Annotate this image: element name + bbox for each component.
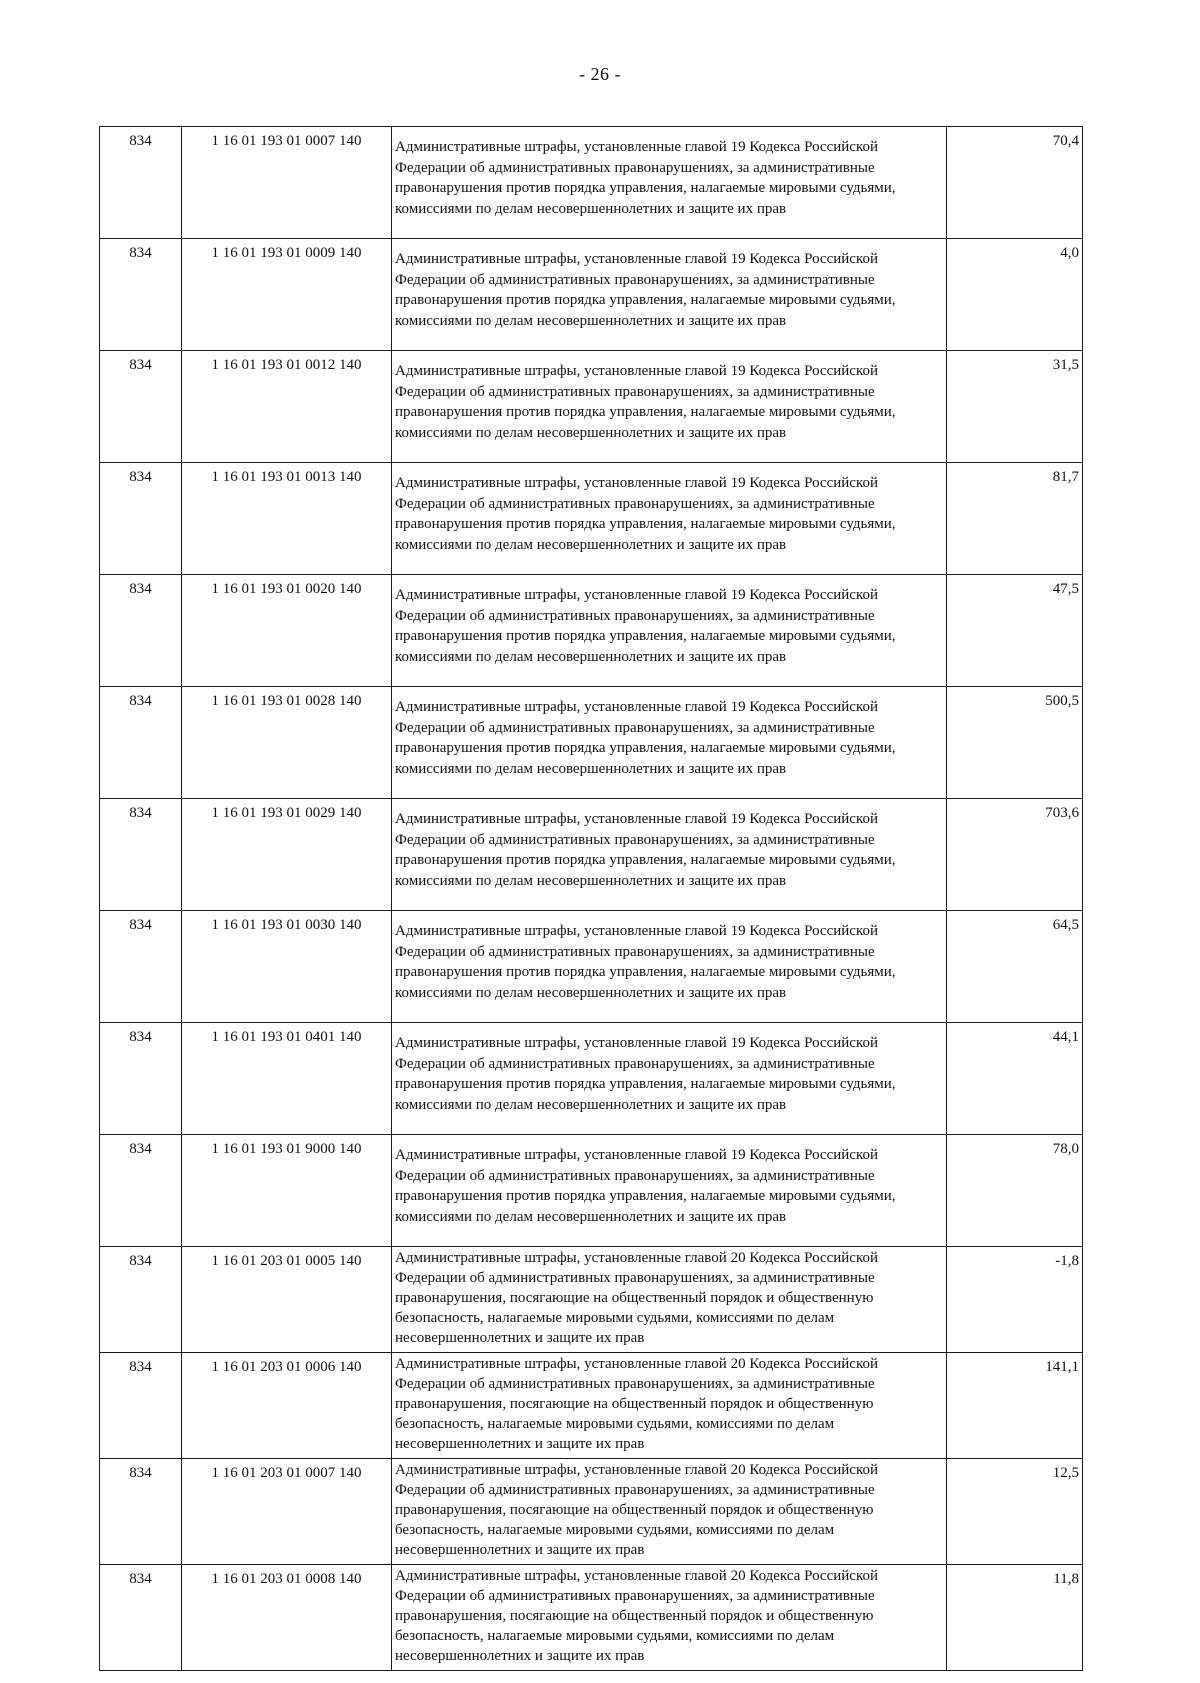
budget-code-cell: 1 16 01 203 01 0008 140 [182, 1565, 392, 1671]
admin-code-cell: 834 [100, 1023, 182, 1135]
table-row [100, 351, 1083, 463]
revenue-name-cell: Административные штрафы, установленные главой 20 Кодекса Российской Федерации об административных правонарушениях, за административные правонарушения, посягающие на общественный порядок и общественную безопасность, налагаемые мировыми судьями, комиссиями по делам несовершеннолетних и защите их прав [392, 1247, 947, 1353]
admin-code-cell: 834 [100, 239, 182, 351]
amount-cell: 47,5 [947, 575, 1083, 687]
admin-code-cell: 834 [100, 799, 182, 911]
amount-cell: 141,1 [947, 1353, 1083, 1459]
amount-cell: 64,5 [947, 911, 1083, 1023]
table-row [100, 1247, 1083, 1353]
revenue-name-cell: Административные штрафы, установленные главой 20 Кодекса Российской Федерации об административных правонарушениях, за административные правонарушения, посягающие на общественный порядок и общественную безопасность, налагаемые мировыми судьями, комиссиями по делам несовершеннолетних и защите их прав [392, 1353, 947, 1459]
table-row [100, 1023, 1083, 1135]
admin-code-cell: 834 [100, 351, 182, 463]
page-number: - 26 - [579, 64, 621, 84]
amount-cell: -1,8 [947, 1247, 1083, 1353]
admin-code-cell: 834 [100, 463, 182, 575]
budget-code-cell: 1 16 01 193 01 0028 140 [182, 687, 392, 799]
amount-cell: 31,5 [947, 351, 1083, 463]
amount-cell: 500,5 [947, 687, 1083, 799]
budget-code-cell: 1 16 01 193 01 0030 140 [182, 911, 392, 1023]
revenue-name-cell: Административные штрафы, установленные главой 19 Кодекса Российской Федерации об административных правонарушениях, за административные правонарушения против порядка управления, налагаемые мировыми судьями, комиссиями по делам несовершеннолетних и защите их прав [392, 799, 947, 911]
admin-code-cell: 834 [100, 127, 182, 239]
budget-code-cell: 1 16 01 193 01 0012 140 [182, 351, 392, 463]
revenue-name-cell: Административные штрафы, установленные главой 19 Кодекса Российской Федерации об административных правонарушениях, за административные правонарушения против порядка управления, налагаемые мировыми судьями, комиссиями по делам несовершеннолетних и защите их прав [392, 1135, 947, 1247]
admin-code-cell: 834 [100, 1459, 182, 1565]
admin-code-cell: 834 [100, 1135, 182, 1247]
revenue-name-cell: Административные штрафы, установленные главой 19 Кодекса Российской Федерации об административных правонарушениях, за административные правонарушения против порядка управления, налагаемые мировыми судьями, комиссиями по делам несовершеннолетних и защите их прав [392, 239, 947, 351]
admin-code-cell: 834 [100, 575, 182, 687]
admin-code-cell: 834 [100, 1353, 182, 1459]
table-row [100, 687, 1083, 799]
amount-cell: 78,0 [947, 1135, 1083, 1247]
budget-code-cell: 1 16 01 203 01 0007 140 [182, 1459, 392, 1565]
revenue-name-cell: Административные штрафы, установленные главой 20 Кодекса Российской Федерации об административных правонарушениях, за административные правонарушения, посягающие на общественный порядок и общественную безопасность, налагаемые мировыми судьями, комиссиями по делам несовершеннолетних и защите их прав [392, 1565, 947, 1671]
amount-cell: 4,0 [947, 239, 1083, 351]
table-row [100, 127, 1083, 239]
table-row [100, 1565, 1083, 1671]
amount-cell: 703,6 [947, 799, 1083, 911]
admin-code-cell: 834 [100, 1565, 182, 1671]
budget-code-cell: 1 16 01 193 01 0009 140 [182, 239, 392, 351]
table-row [100, 239, 1083, 351]
revenue-table [99, 126, 1083, 1671]
revenue-name-cell: Административные штрафы, установленные главой 19 Кодекса Российской Федерации об административных правонарушениях, за административные правонарушения против порядка управления, налагаемые мировыми судьями, комиссиями по делам несовершеннолетних и защите их прав [392, 575, 947, 687]
budget-code-cell: 1 16 01 193 01 9000 140 [182, 1135, 392, 1247]
budget-code-cell: 1 16 01 193 01 0401 140 [182, 1023, 392, 1135]
table-row [100, 1459, 1083, 1565]
budget-code-cell: 1 16 01 193 01 0020 140 [182, 575, 392, 687]
budget-code-cell: 1 16 01 203 01 0006 140 [182, 1353, 392, 1459]
amount-cell: 11,8 [947, 1565, 1083, 1671]
table-row [100, 1353, 1083, 1459]
amount-cell: 44,1 [947, 1023, 1083, 1135]
budget-code-cell: 1 16 01 193 01 0013 140 [182, 463, 392, 575]
revenue-name-cell: Административные штрафы, установленные главой 19 Кодекса Российской Федерации об административных правонарушениях, за административные правонарушения против порядка управления, налагаемые мировыми судьями, комиссиями по делам несовершеннолетних и защите их прав [392, 463, 947, 575]
table-row [100, 911, 1083, 1023]
amount-cell: 81,7 [947, 463, 1083, 575]
table-row [100, 575, 1083, 687]
amount-cell: 70,4 [947, 127, 1083, 239]
budget-code-cell: 1 16 01 193 01 0007 140 [182, 127, 392, 239]
budget-code-cell: 1 16 01 203 01 0005 140 [182, 1247, 392, 1353]
revenue-name-cell: Административные штрафы, установленные главой 19 Кодекса Российской Федерации об административных правонарушениях, за административные правонарушения против порядка управления, налагаемые мировыми судьями, комиссиями по делам несовершеннолетних и защите их прав [392, 911, 947, 1023]
budget-code-cell: 1 16 01 193 01 0029 140 [182, 799, 392, 911]
revenue-name-cell: Административные штрафы, установленные главой 19 Кодекса Российской Федерации об административных правонарушениях, за административные правонарушения против порядка управления, налагаемые мировыми судьями, комиссиями по делам несовершеннолетних и защите их прав [392, 127, 947, 239]
revenue-name-cell: Административные штрафы, установленные главой 20 Кодекса Российской Федерации об административных правонарушениях, за административные правонарушения, посягающие на общественный порядок и общественную безопасность, налагаемые мировыми судьями, комиссиями по делам несовершеннолетних и защите их прав [392, 1459, 947, 1565]
revenue-name-cell: Административные штрафы, установленные главой 19 Кодекса Российской Федерации об административных правонарушениях, за административные правонарушения против порядка управления, налагаемые мировыми судьями, комиссиями по делам несовершеннолетних и защите их прав [392, 1023, 947, 1135]
admin-code-cell: 834 [100, 1247, 182, 1353]
table-row [100, 1135, 1083, 1247]
table-row [100, 463, 1083, 575]
admin-code-cell: 834 [100, 911, 182, 1023]
amount-cell: 12,5 [947, 1459, 1083, 1565]
admin-code-cell: 834 [100, 687, 182, 799]
revenue-name-cell: Административные штрафы, установленные главой 19 Кодекса Российской Федерации об административных правонарушениях, за административные правонарушения против порядка управления, налагаемые мировыми судьями, комиссиями по делам несовершеннолетних и защите их прав [392, 351, 947, 463]
table-row [100, 799, 1083, 911]
revenue-name-cell: Административные штрафы, установленные главой 19 Кодекса Российской Федерации об административных правонарушениях, за административные правонарушения против порядка управления, налагаемые мировыми судьями, комиссиями по делам несовершеннолетних и защите их прав [392, 687, 947, 799]
